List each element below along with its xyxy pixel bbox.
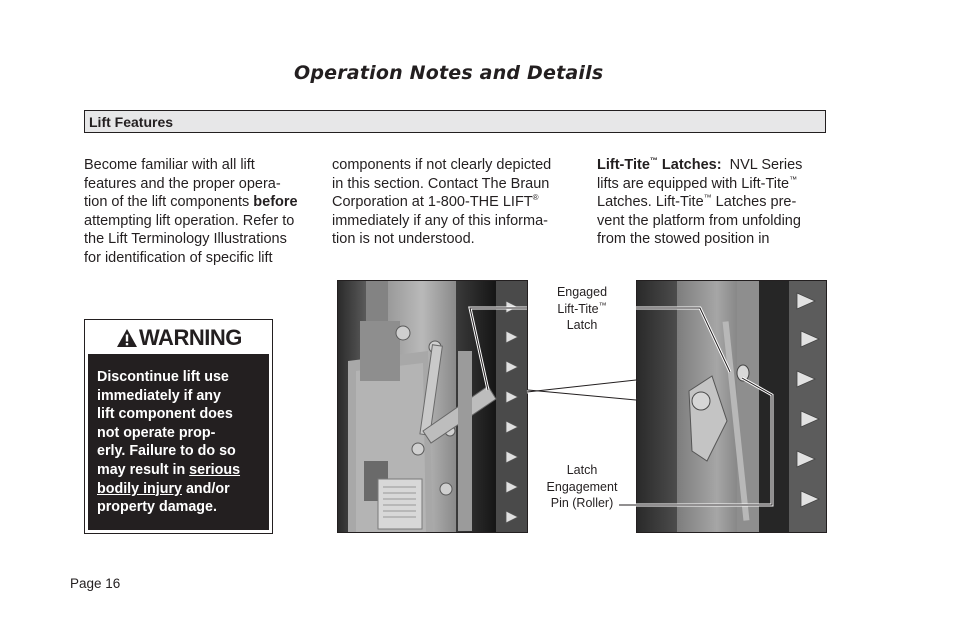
registered-mark: ®	[532, 193, 539, 203]
lift-mechanism-photo	[337, 280, 528, 533]
text-column-1	[84, 156, 316, 268]
paragraph-text: Corporation at 1-800-THE LIFT	[332, 194, 533, 211]
warning-header	[88, 323, 269, 353]
text-column-3	[597, 156, 829, 249]
paragraph-line: features and the proper opera-	[84, 175, 281, 192]
trademark-mark: ™	[703, 193, 712, 203]
warning-line: may result in serious	[97, 461, 241, 478]
warning-line: property damage.	[97, 499, 217, 516]
paragraph-text: tion of the lift components	[84, 194, 250, 211]
warning-message	[88, 354, 269, 530]
warning-line: Discontinue lift use	[97, 369, 229, 385]
paragraph-line: attempting lift operation. Refer to	[84, 212, 295, 229]
paragraph-line: in this section. Contact The Braun	[332, 175, 550, 192]
warning-box	[84, 319, 273, 534]
paragraph-line: immediately if any of this informa-	[332, 212, 548, 229]
callout-engaged-latch: Engaged Lift-Tite™ Latch	[556, 285, 608, 332]
section-header-bar	[84, 110, 826, 133]
emphasis-before: before	[253, 194, 298, 211]
text-column-2	[332, 156, 572, 249]
paragraph-line: for identification of specific lift	[84, 249, 273, 266]
paragraph-line	[597, 156, 829, 175]
trademark-mark: ™	[598, 300, 607, 310]
page-title: Operation Notes and Details	[294, 62, 604, 84]
feature-heading: Lift-Tite™ Latches:	[597, 156, 722, 173]
paragraph-line: tion is not understood.	[332, 231, 475, 248]
trademark-mark: ™	[789, 174, 798, 184]
paragraph-line: components if not clearly depicted	[332, 157, 552, 173]
latch-closeup-photo	[636, 280, 827, 533]
warning-line: bodily injury and/or	[97, 480, 230, 497]
paragraph-line	[84, 193, 316, 212]
callout-engagement-pin: Latch Engagement Pin (Roller)	[546, 463, 618, 510]
paragraph-line: vent the platform from unfolding	[597, 212, 801, 229]
section-label: Lift Features	[89, 114, 174, 130]
paragraph-line: from the stowed position in	[597, 231, 770, 248]
underlined-text: serious	[189, 461, 241, 478]
paragraph-line: Become familiar with all lift	[84, 157, 255, 173]
warning-line: erly. Failure to do so	[97, 443, 236, 460]
paragraph-line	[332, 193, 572, 212]
paragraph-text: NVL Series	[721, 157, 803, 173]
paragraph-line: Latches. Lift-Tite™ Latches pre-	[597, 193, 797, 211]
warning-triangle-icon	[116, 328, 138, 348]
underlined-text: bodily injury	[97, 480, 182, 497]
paragraph-line: the Lift Terminology Illustrations	[84, 231, 287, 248]
paragraph-line: lifts are equipped with Lift-Tite™	[597, 174, 798, 192]
warning-line: immediately if any	[97, 387, 221, 404]
warning-line: lift component does	[97, 406, 233, 423]
page-number: Page 16	[70, 576, 121, 591]
warning-title: WARNING	[139, 325, 242, 350]
warning-line: not operate prop-	[97, 424, 216, 441]
